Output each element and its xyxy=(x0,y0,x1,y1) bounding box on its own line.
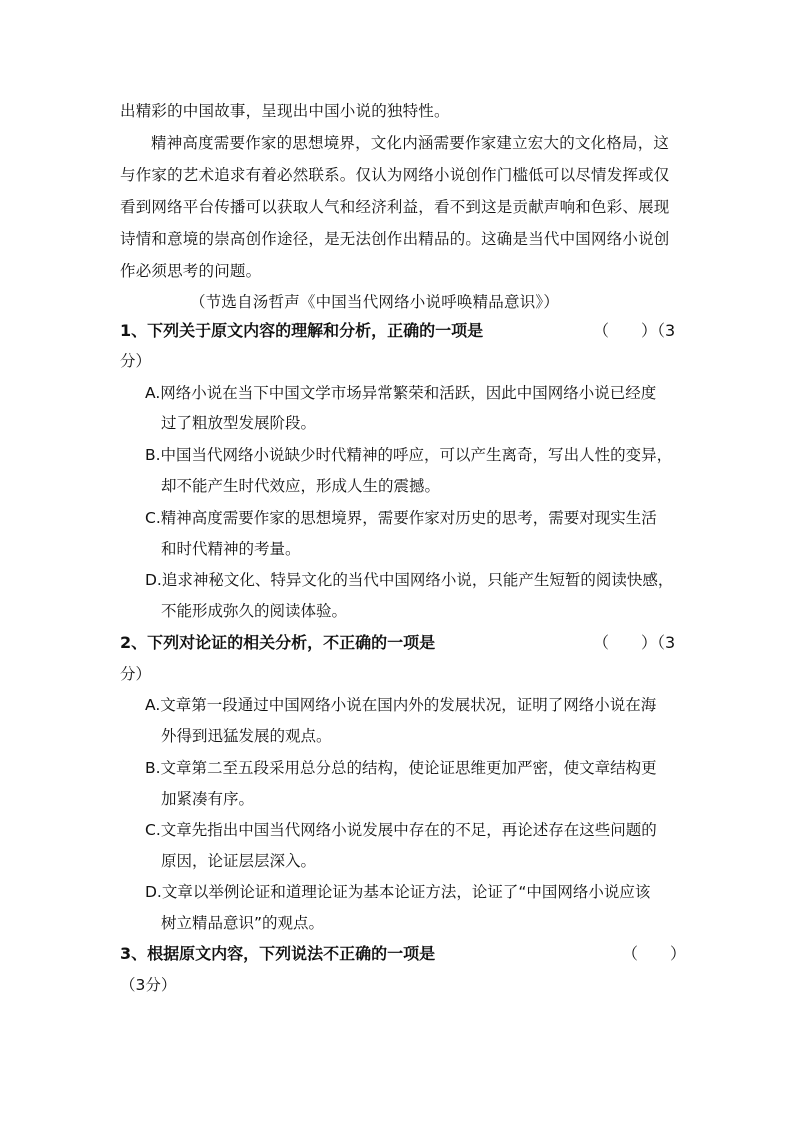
option-d-cont: 不能形成弥久的阅读体验。 xyxy=(161,602,348,620)
question-stem: 3、根据原文内容，下列说法不正确的一项是 xyxy=(120,944,436,963)
option-b-cont: 却不能产生时代效应，形成人生的震撼。 xyxy=(161,477,441,495)
question-score: （3分） xyxy=(120,976,177,994)
answer-bracket: （ ）（3 xyxy=(593,633,676,652)
passage-line: 精神高度需要作家的思想境界，文化内涵需要作家建立宏大的文化格局，这 xyxy=(151,134,670,152)
option-a: A.网络小说在当下中国文学市场异常繁荣和活跃，因此中国网络小说已经度 xyxy=(145,384,657,402)
option-b-cont: 加紧凑有序。 xyxy=(161,790,255,808)
question-score: 分） xyxy=(120,352,152,370)
passage-line: 与作家的艺术追求有着必然联系。仅认为网络小说创作门槛低可以尽情发挥或仅 xyxy=(120,166,670,184)
option-a-cont: 外得到迅猛发展的观点。 xyxy=(161,727,332,745)
passage-line: 诗情和意境的崇高创作途径，是无法创作出精品的。这确是当代中国网络小说创 xyxy=(120,230,670,248)
option-b: B.文章第二至五段采用总分总的结构，使论证思维更加严密，使文章结构更 xyxy=(145,759,657,777)
passage-line: 看到网络平台传播可以获取人气和经济利益，看不到这是贡献声响和色彩、展现 xyxy=(120,198,670,216)
option-c-cont: 和时代精神的考量。 xyxy=(161,540,301,558)
option-d: D.文章以举例论证和道理论证为基本论证方法，论证了“中国网络小说应该 xyxy=(145,883,651,901)
option-a-cont: 过了粗放型发展阶段。 xyxy=(161,414,317,432)
answer-bracket: （ ） xyxy=(622,944,687,963)
question-stem: 1、下列关于原文内容的理解和分析，正确的一项是 xyxy=(120,321,484,340)
option-c-cont: 原因，论证层层深入。 xyxy=(161,852,317,870)
passage-source: （节选自汤哲声《中国当代网络小说呼唤精品意识》） xyxy=(190,293,560,311)
option-c: C.精神高度需要作家的思想境界，需要作家对历史的思考，需要对现实生活 xyxy=(145,509,657,527)
question-stem: 2、下列对论证的相关分析，不正确的一项是 xyxy=(120,633,436,652)
passage-line: 出精彩的中国故事，呈现出中国小说的独特性。 xyxy=(120,102,450,120)
option-b: B.中国当代网络小说缺少时代精神的呼应，可以产生离奇，写出人性的变异， xyxy=(145,446,673,464)
passage-line: 作必须思考的问题。 xyxy=(120,262,262,280)
option-d: D.追求神秘文化、特异文化的当代中国网络小说，只能产生短暂的阅读快感， xyxy=(145,571,674,589)
answer-bracket: （ ）（3 xyxy=(593,321,676,340)
option-c: C.文章先指出中国当代网络小说发展中存在的不足，再论述存在这些问题的 xyxy=(145,821,657,839)
option-d-cont: 树立精品意识”的观点。 xyxy=(161,914,325,932)
option-a: A.文章第一段通过中国网络小说在国内外的发展状况，证明了网络小说在海 xyxy=(145,696,657,714)
question-score: 分） xyxy=(120,665,152,683)
